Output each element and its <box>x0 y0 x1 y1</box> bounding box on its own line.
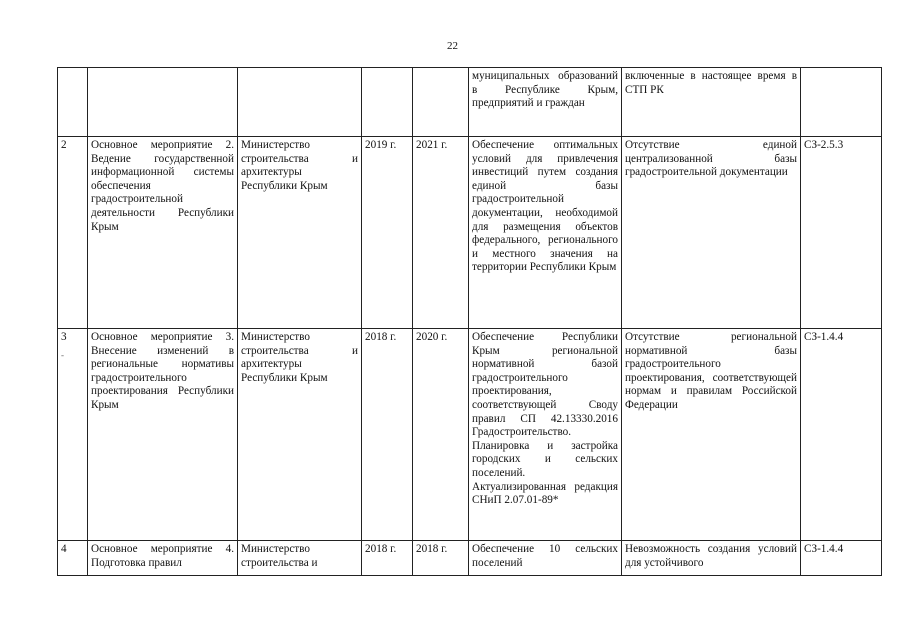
link-cell: СЗ-1.4.4 <box>801 329 882 541</box>
start-year-cell <box>362 68 413 137</box>
table-row <box>58 137 882 329</box>
consequences-cell: включенные в настоящее время в СТП РК <box>622 68 801 137</box>
executor-cell: Министерство строительства и <box>238 541 362 576</box>
start-year-cell: 2018 г. <box>362 541 413 576</box>
executor-cell <box>238 68 362 137</box>
activity-cell: Основное мероприятие 3. Внесение изменений в региональные нормативы градостроительного проектирования Республики Крым <box>88 329 238 541</box>
row-number: 3 <box>61 331 67 343</box>
activity-cell: Основное мероприятие 4. Подготовка правил <box>88 541 238 576</box>
consequences-cell: Отсутствие региональной нормативной базы градостроительного проектирования, соответствующей нормам и правилам Российской Федерации <box>622 329 801 541</box>
link-cell: СЗ-2.5.3 <box>801 137 882 329</box>
result-cell: Обеспечение Республики Крым региональной нормативной базой градостроительного проектирования, соответствующей Своду правил СП 42.13330.2016 Градостроительство. Планировка и застройка городских и сельских поселений. Актуализированная редакция СНиП 2.07.01-89* <box>469 329 622 541</box>
result-cell: муниципальных образований в Республике Крым, предприятий и граждан <box>469 68 622 137</box>
scan-mark: - <box>61 349 64 360</box>
table-row <box>58 541 882 576</box>
consequences-cell: Отсутствие единой централизованной базы градостроительной документации <box>622 137 801 329</box>
consequences-cell: Невозможность создания условий для устойчивого <box>622 541 801 576</box>
start-year-cell: 2018 г. <box>362 329 413 541</box>
table-row <box>58 329 882 541</box>
activity-cell <box>88 68 238 137</box>
activity-cell: Основное мероприятие 2. Ведение государственной информационной системы обеспечения градостроительной деятельности Республики Крым <box>88 137 238 329</box>
row-number-cell: 2 <box>58 137 88 329</box>
link-cell: СЗ-1.4.4 <box>801 541 882 576</box>
activities-table <box>57 67 882 576</box>
executor-cell: Министерство строительства и архитектуры Республики Крым <box>238 137 362 329</box>
end-year-cell <box>413 68 469 137</box>
end-year-cell: 2021 г. <box>413 137 469 329</box>
page-number: 22 <box>447 40 458 52</box>
result-cell: Обеспечение оптимальных условий для привлечения инвестиций путем создания единой базы градостроительной документации, необходимой для размещения объектов федерального, регионального и местного значения на территории Республики Крым <box>469 137 622 329</box>
link-cell <box>801 68 882 137</box>
start-year-cell: 2019 г. <box>362 137 413 329</box>
row-number-cell <box>58 68 88 137</box>
row-number-cell <box>58 329 88 541</box>
result-cell: Обеспечение 10 сельских поселений <box>469 541 622 576</box>
end-year-cell: 2020 г. <box>413 329 469 541</box>
executor-cell: Министерство строительства и архитектуры Республики Крым <box>238 329 362 541</box>
end-year-cell: 2018 г. <box>413 541 469 576</box>
row-number-cell: 4 <box>58 541 88 576</box>
table-row <box>58 68 882 137</box>
